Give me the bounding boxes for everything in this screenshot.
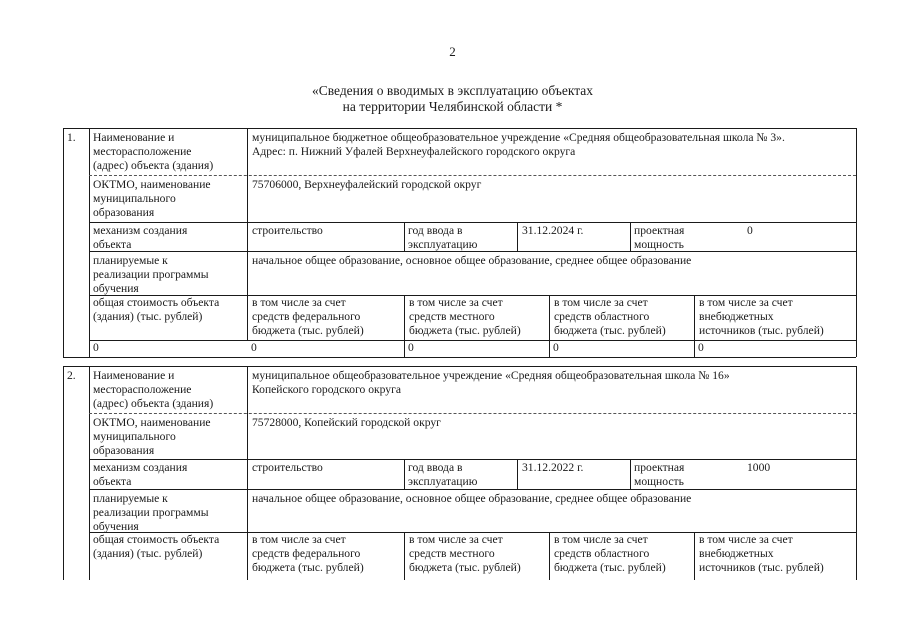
label-name-location-line: Наименование и [93, 369, 175, 382]
table-rule [404, 459, 405, 489]
object-capacity: 1000 [747, 461, 771, 474]
label-regional-line: в том числе за счет [554, 296, 648, 309]
label-regional-line: бюджета (тыс. рублей) [554, 324, 666, 337]
object-name-line: Адрес: п. Нижний Уфалей Верхнеуфалейского городского округа [252, 145, 576, 158]
label-oktmo-line: образования [93, 444, 155, 457]
cost-value: 0 [251, 341, 257, 354]
table-rule [517, 459, 518, 489]
label-capacity-line: проектная [634, 461, 685, 474]
label-federal-line: бюджета (тыс. рублей) [252, 561, 364, 574]
title-line-1: «Сведения о вводимых в эксплуатацию объектах [311, 83, 594, 98]
label-planned-programs-line: реализации программы [93, 506, 209, 519]
table-rule [89, 222, 856, 223]
object-oktmo: 75706000, Верхнеуфалейский городской округ [252, 178, 482, 191]
label-oktmo-line: муниципального [93, 430, 176, 443]
label-regional-line: в том числе за счет [554, 533, 648, 546]
object-name-line: Копейского городского округа [252, 383, 401, 396]
object-number: 1. [67, 131, 76, 144]
table-rule [404, 532, 405, 580]
label-commission-year-line: эксплуатацию [408, 475, 478, 488]
object-number: 2. [67, 369, 76, 382]
label-name-location-line: месторасположение [93, 383, 192, 396]
cost-value: 0 [553, 341, 559, 354]
label-total-cost-line: (здания) (тыс. рублей) [93, 547, 203, 560]
label-regional-line: бюджета (тыс. рублей) [554, 561, 666, 574]
table-rule [549, 295, 550, 357]
label-commission-year-line: год ввода в [408, 224, 463, 237]
label-mechanism-line: механизм создания [93, 461, 188, 474]
label-oktmo-line: ОКТМО, наименование [93, 178, 211, 191]
object-programs: начальное общее образование, основное общее образование, среднее общее образование [252, 492, 692, 505]
table-rule [630, 459, 631, 489]
table-rule [247, 366, 248, 580]
table-rule [63, 366, 64, 580]
label-name-location-line: Наименование и [93, 131, 175, 144]
object-name-line: муниципальное общеобразовательное учреждение «Средняя общеобразовательная школа № 16» [252, 369, 730, 382]
table-rule [517, 222, 518, 251]
label-oktmo-line: образования [93, 206, 155, 219]
label-capacity-line: мощность [634, 475, 684, 488]
table-rule [856, 128, 857, 357]
label-local-line: средств местного [409, 310, 495, 323]
cost-value: 0 [93, 341, 99, 354]
object-commission-year: 31.12.2024 г. [522, 224, 584, 237]
object-programs: начальное общее образование, основное общее образование, среднее общее образование [252, 254, 692, 267]
label-extrabudget-line: источников (тыс. рублей) [699, 324, 824, 337]
label-total-cost-line: общая стоимость объекта [93, 533, 220, 546]
label-capacity-line: проектная [634, 224, 685, 237]
label-federal-line: в том числе за счет [252, 533, 346, 546]
label-local-line: бюджета (тыс. рублей) [409, 561, 521, 574]
label-planned-programs-line: планируемые к [93, 254, 168, 267]
table-rule [404, 222, 405, 251]
label-extrabudget-line: источников (тыс. рублей) [699, 561, 824, 574]
label-extrabudget-line: внебюджетных [699, 310, 774, 323]
label-local-line: в том числе за счет [409, 296, 503, 309]
label-commission-year-line: год ввода в [408, 461, 463, 474]
label-local-line: средств местного [409, 547, 495, 560]
label-name-location-line: месторасположение [93, 145, 192, 158]
label-federal-line: в том числе за счет [252, 296, 346, 309]
table-rule [89, 128, 90, 357]
document-title [0, 83, 905, 115]
table-rule [63, 128, 64, 357]
table-rule [694, 532, 695, 580]
object-capacity: 0 [747, 224, 753, 237]
table-rule [89, 413, 856, 414]
label-planned-programs-line: реализации программы [93, 268, 209, 281]
label-local-line: в том числе за счет [409, 533, 503, 546]
label-federal-line: средств федерального [252, 547, 361, 560]
label-mechanism-line: объекта [93, 475, 132, 488]
table-rule [89, 175, 856, 176]
page-number: 2 [449, 44, 456, 59]
label-extrabudget-line: внебюджетных [699, 547, 774, 560]
table-rule [247, 128, 248, 340]
object-name-line: муниципальное бюджетное общеобразовательное учреждение «Средняя общеобразовательная школа № 3». [252, 131, 785, 144]
table-rule [404, 295, 405, 357]
table-rule [63, 366, 856, 367]
label-federal-line: бюджета (тыс. рублей) [252, 324, 364, 337]
label-regional-line: средств областного [554, 547, 650, 560]
label-planned-programs-line: обучения [93, 282, 139, 295]
object-commission-year: 31.12.2022 г. [522, 461, 584, 474]
label-federal-line: средств федерального [252, 310, 361, 323]
label-total-cost-line: общая стоимость объекта [93, 296, 220, 309]
label-extrabudget-line: в том числе за счет [699, 533, 793, 546]
object-mechanism: строительство [252, 461, 323, 474]
table-rule [630, 222, 631, 251]
cost-value: 0 [408, 341, 414, 354]
label-extrabudget-line: в том числе за счет [699, 296, 793, 309]
label-planned-programs-line: обучения [93, 520, 139, 533]
object-oktmo: 75728000, Копейский городской округ [252, 416, 441, 429]
label-oktmo-line: муниципального [93, 192, 176, 205]
label-local-line: бюджета (тыс. рублей) [409, 324, 521, 337]
label-commission-year-line: эксплуатацию [408, 238, 478, 251]
table-rule [89, 459, 856, 460]
cost-value: 0 [698, 341, 704, 354]
title-line-2: на территории Челябинской области * [342, 99, 563, 114]
label-mechanism-line: механизм создания [93, 224, 188, 237]
table-rule [63, 357, 856, 358]
table-rule [89, 489, 856, 490]
label-mechanism-line: объекта [93, 238, 132, 251]
label-total-cost-line: (здания) (тыс. рублей) [93, 310, 203, 323]
label-capacity-line: мощность [634, 238, 684, 251]
label-regional-line: средств областного [554, 310, 650, 323]
label-name-location-line: (адрес) объекта (здания) [93, 159, 214, 172]
label-oktmo-line: ОКТМО, наименование [93, 416, 211, 429]
table-rule [549, 532, 550, 580]
table-rule [856, 366, 857, 580]
label-name-location-line: (адрес) объекта (здания) [93, 397, 214, 410]
table-rule [63, 128, 856, 129]
label-planned-programs-line: планируемые к [93, 492, 168, 505]
table-rule [89, 366, 90, 580]
table-rule [694, 295, 695, 357]
object-mechanism: строительство [252, 224, 323, 237]
